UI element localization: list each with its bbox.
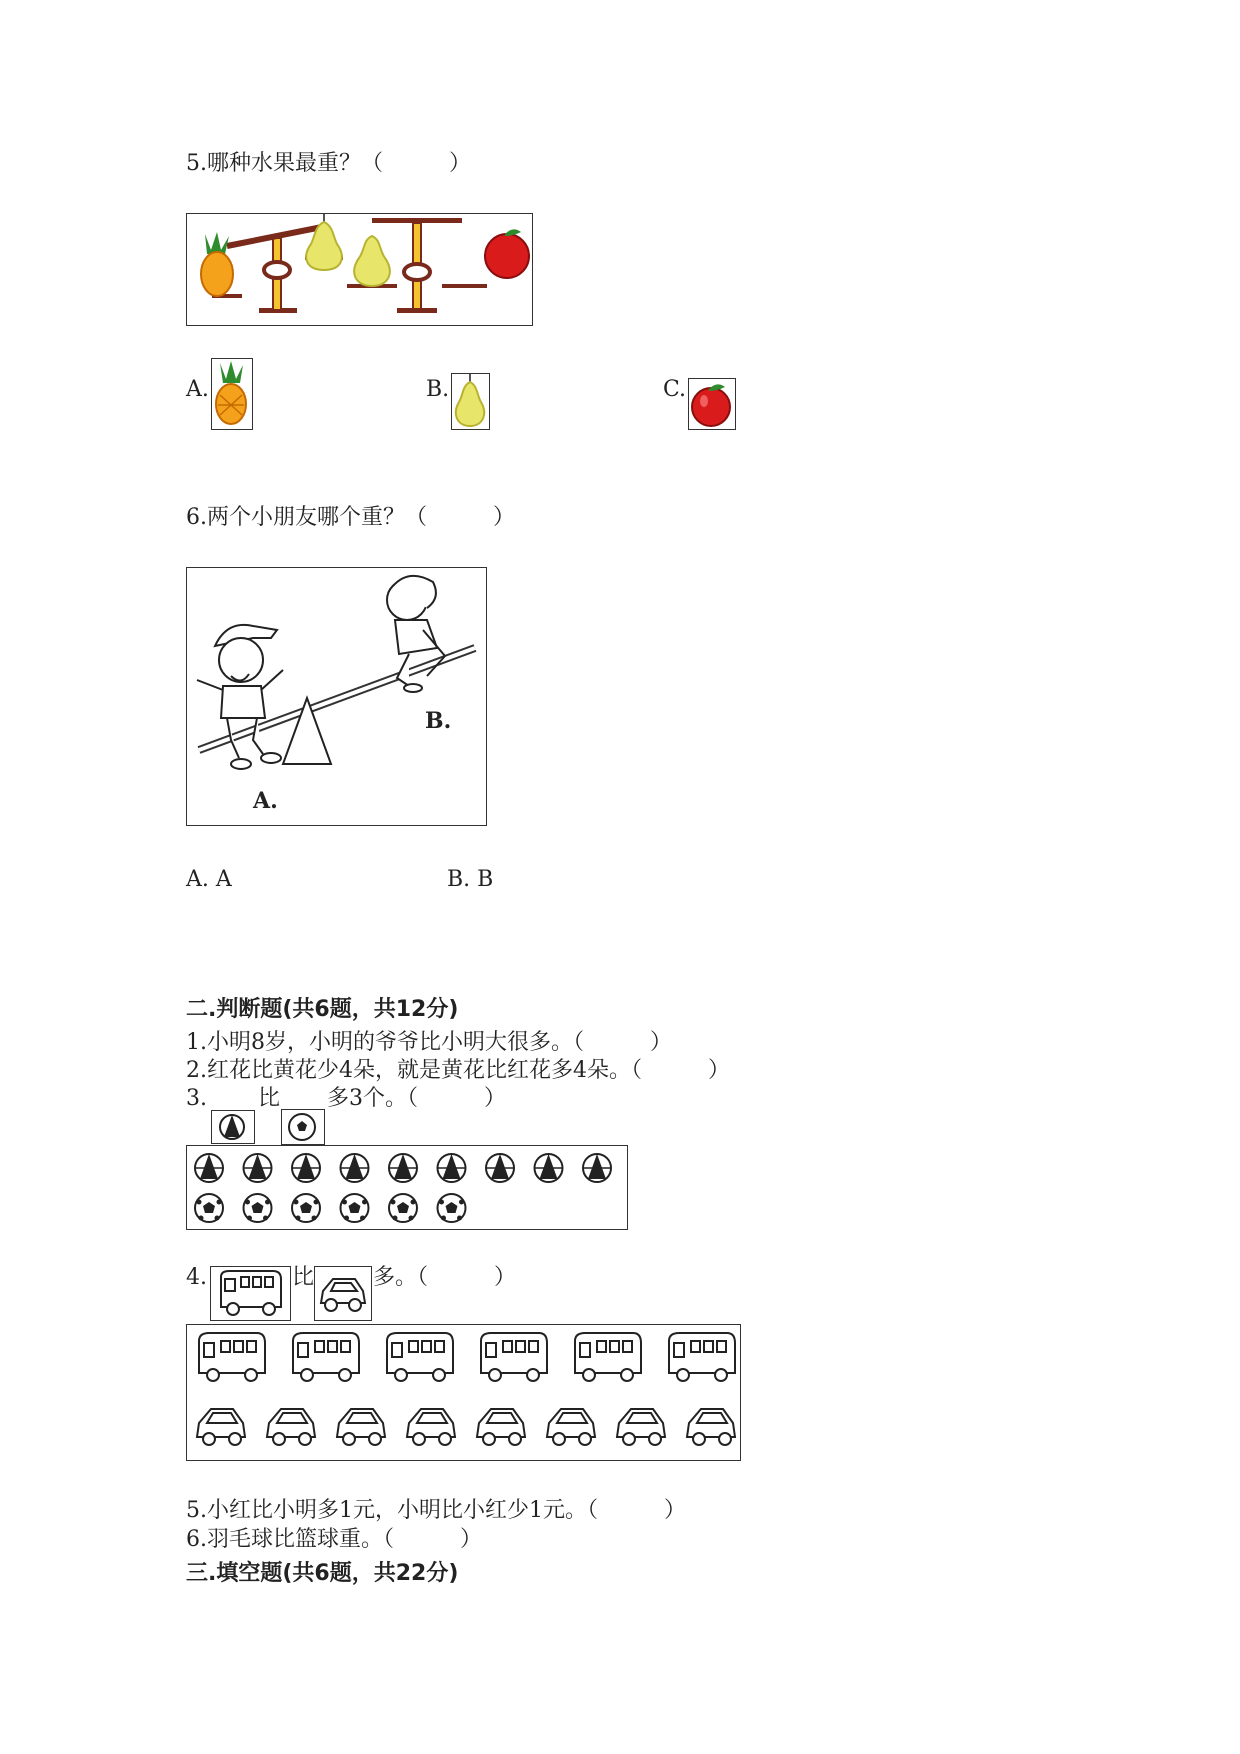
s2-item-2: 2.红花比黄花少4朵，就是黄花比红花多4朵。（ ）: [186, 1058, 730, 1083]
beachball-icon: [341, 1154, 369, 1182]
bus-icon: [481, 1333, 547, 1381]
q5-option-c-label[interactable]: C.: [663, 377, 687, 402]
s2-item-1: 1.小明8岁，小明的爷爷比小明大很多。（ ）: [186, 1030, 672, 1055]
s2-q3-beachball-icon: [211, 1110, 255, 1144]
beachball-icon: [389, 1154, 417, 1182]
car-icon: [687, 1409, 735, 1445]
s2-q3-soccerball-icon: [281, 1109, 325, 1145]
s2-q4-mid: 比: [292, 1265, 315, 1290]
beachball-icon: [486, 1154, 514, 1182]
bus-icon: [387, 1333, 453, 1381]
bus-icon: [199, 1333, 265, 1381]
q6-option-b[interactable]: B. B: [447, 867, 494, 892]
car-icon: [267, 1409, 315, 1445]
q5-question: 5.哪种水果最重？（ ）: [186, 151, 471, 176]
q5-balance-figure: [186, 213, 533, 326]
car-icon: [547, 1409, 595, 1445]
s2-q3-mid: 比: [258, 1086, 281, 1111]
car-icon: [321, 1279, 365, 1311]
car-icon: [337, 1409, 385, 1445]
q5-option-c-apple-icon[interactable]: [688, 378, 736, 430]
soccerball-icon: [341, 1194, 369, 1222]
s2-q4-bus-icon: [210, 1266, 291, 1321]
s2-q3-prefix: 3.: [186, 1086, 207, 1111]
q6-option-a[interactable]: A. A: [186, 867, 232, 892]
bus-icon: [221, 1271, 281, 1315]
s2-q3-suffix: 多3个。（ ）: [327, 1086, 506, 1111]
beachball-icon: [535, 1154, 563, 1182]
seesaw-label-b: B.: [425, 708, 452, 734]
section2-title: 二.判断题(共6题，共12分): [186, 997, 459, 1022]
q5-option-a-label[interactable]: A.: [186, 377, 209, 402]
beachball-icon: [292, 1154, 320, 1182]
pear-icon: [306, 214, 342, 270]
beachball-icon: [244, 1154, 272, 1182]
soccerball-icon: [389, 1194, 417, 1222]
car-icon: [407, 1409, 455, 1445]
soccerball-icon: [195, 1194, 223, 1222]
q5-option-b-pear-icon[interactable]: [451, 373, 490, 430]
q5-option-a-pineapple-icon[interactable]: [211, 358, 253, 430]
beachball-icon: [583, 1154, 611, 1182]
s2-item-6: 6.羽毛球比篮球重。（ ）: [186, 1527, 482, 1552]
pineapple-icon: [201, 232, 233, 296]
soccerball-icon: [244, 1194, 272, 1222]
bus-icon: [575, 1333, 641, 1381]
beachball-icon: [438, 1154, 466, 1182]
pear-icon: [354, 236, 390, 286]
car-icon: [477, 1409, 525, 1445]
q6-question: 6.两个小朋友哪个重？（ ）: [186, 505, 515, 530]
s2-q4-suffix: 多。（ ）: [373, 1265, 517, 1290]
s2-q4-prefix: 4.: [186, 1265, 207, 1290]
car-icon: [617, 1409, 665, 1445]
section3-title: 三.填空题(共6题，共22分): [186, 1561, 459, 1586]
q5-option-b-label[interactable]: B.: [426, 377, 450, 402]
s2-item-5: 5.小红比小明多1元，小明比小红少1元。（ ）: [186, 1498, 686, 1523]
s2-q3-ball-panel: [186, 1145, 628, 1230]
s2-q4-vehicle-panel: [186, 1324, 741, 1461]
car-icon: [197, 1409, 245, 1445]
beachball-icon: [195, 1154, 223, 1182]
soccerball-icon: [438, 1194, 466, 1222]
soccerball-icon: [292, 1194, 320, 1222]
bus-icon: [669, 1333, 735, 1381]
seesaw-label-a: A.: [253, 788, 278, 814]
q6-seesaw-figure: [186, 567, 487, 826]
bus-icon: [293, 1333, 359, 1381]
s2-q4-car-icon: [314, 1266, 372, 1321]
apple-icon: [485, 229, 529, 278]
